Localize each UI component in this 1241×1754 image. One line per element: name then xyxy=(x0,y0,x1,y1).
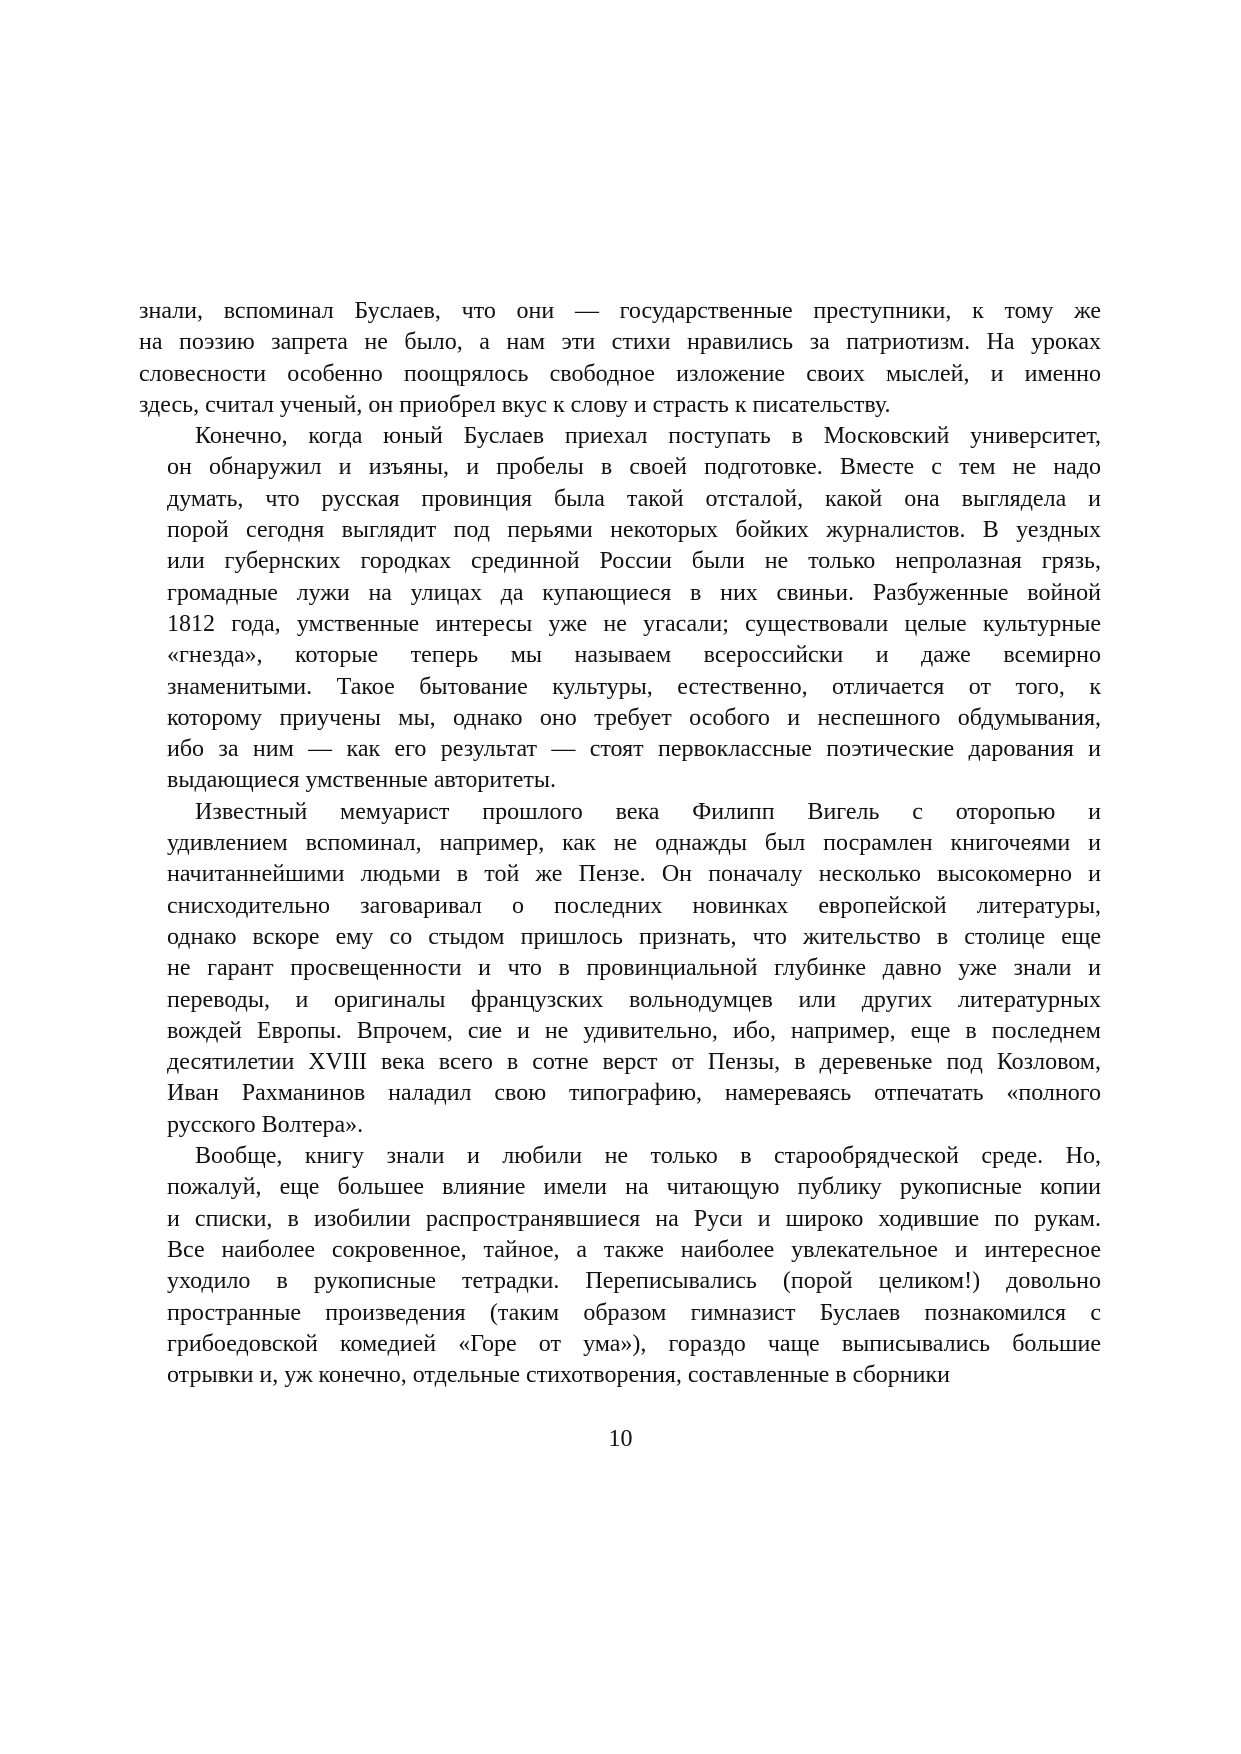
text-line: удивлением вспоминал, например, как не однажды был посрамлен книгочеями и xyxy=(167,830,1101,857)
text-line: которому приучены мы, однако оно требует особого и неспешного обдумывания, xyxy=(167,704,1101,731)
paragraph xyxy=(139,797,1101,1141)
text-line: 1812 года, умственные интересы уже не угасали; существовали целые культурные xyxy=(167,610,1101,637)
text-line: громадные лужи на улицах да купающиеся в них свиньи. Разбуженные войной xyxy=(167,579,1101,606)
text-line: и списки, в изобилии распространявшиеся на Руси и широко ходившие по рукам. xyxy=(167,1205,1101,1232)
text-line: Вообще, книгу знали и любили не только в старообрядческой среде. Но, xyxy=(195,1143,1101,1170)
text-line: Иван Рахманинов наладил свою типографию, намереваясь отпечатать «полного xyxy=(167,1080,1101,1107)
text-line: «гнезда», которые теперь мы называем всероссийски и даже всемирно xyxy=(167,642,1101,669)
text-line: не гарант просвещенности и что в провинциальной глубинке давно уже знали и xyxy=(167,955,1101,982)
text-line: отрывки и, уж конечно, отдельные стихотворения, составленные в сборники xyxy=(167,1362,950,1389)
text-line: грибоедовской комедией «Горе от ума»), гораздо чаще выписывались большие xyxy=(167,1330,1101,1357)
paragraph xyxy=(139,296,1101,421)
paragraph xyxy=(139,1141,1101,1391)
text-line: порой сегодня выглядит под перьями некоторых бойких журналистов. В уездных xyxy=(167,517,1101,544)
text-line: знали, вспоминал Буслаев, что они — государственные преступники, к тому же xyxy=(139,298,1101,324)
text-line: однако вскоре ему со стыдом пришлось признать, что жительство в столице еще xyxy=(167,923,1101,950)
text-line: русского Волтера». xyxy=(167,1111,364,1138)
text-line: вождей Европы. Впрочем, сие и не удивительно, ибо, например, еще в последнем xyxy=(167,1017,1101,1044)
text-line: знаменитыми. Такое бытование культуры, естественно, отличается от того, к xyxy=(167,673,1101,700)
body-text xyxy=(139,296,1101,1391)
text-line: здесь, считал ученый, он приобрел вкус к слову и страсть к писательству. xyxy=(139,391,891,418)
text-line: Все наиболее сокровенное, тайное, а также наиболее увлекательное и интересное xyxy=(167,1236,1101,1263)
text-line: ибо за ним — как его результат — стоят первоклассные поэтические дарования и xyxy=(167,736,1101,763)
text-line: или губернских городках срединной России были не только непролазная грязь, xyxy=(167,548,1101,575)
text-line: Известный мемуарист прошлого века Филипп Вигель с оторопью и xyxy=(195,798,1101,825)
text-line: пространные произведения (таким образом гимназист Буслаев познакомился с xyxy=(167,1299,1101,1326)
text-line: начитаннейшими людьми в той же Пензе. Он поначалу несколько высокомерно и xyxy=(167,861,1101,888)
paragraph xyxy=(139,421,1101,797)
text-line: пожалуй, еще большее влияние имели на читающую публику рукописные копии xyxy=(167,1174,1101,1201)
text-line: переводы, и оригиналы французских вольнодумцев или других литературных xyxy=(167,986,1101,1013)
text-line: выдающиеся умственные авторитеты. xyxy=(167,767,556,794)
text-line: десятилетии XVIII века всего в сотне верст от Пензы, в деревеньке под Козловом, xyxy=(167,1049,1101,1076)
text-line: уходило в рукописные тетрадки. Переписывались (порой целиком!) довольно xyxy=(167,1268,1101,1295)
page-number: 10 xyxy=(608,1426,633,1452)
text-line: на поэзию запрета не было, а нам эти стихи нравились за патриотизм. На уроках xyxy=(139,329,1101,356)
text-line: он обнаружил и изъяны, и пробелы в своей подготовке. Вместе с тем не надо xyxy=(167,454,1101,481)
text-line: Конечно, когда юный Буслаев приехал поступать в Московский университет, xyxy=(195,423,1101,450)
text-line: словесности особенно поощрялось свободное изложение своих мыслей, и именно xyxy=(139,360,1101,387)
text-line: думать, что русская провинция была такой отсталой, какой она выглядела и xyxy=(167,485,1101,512)
text-line: снисходительно заговаривал о последних новинках европейской литературы, xyxy=(167,892,1101,919)
